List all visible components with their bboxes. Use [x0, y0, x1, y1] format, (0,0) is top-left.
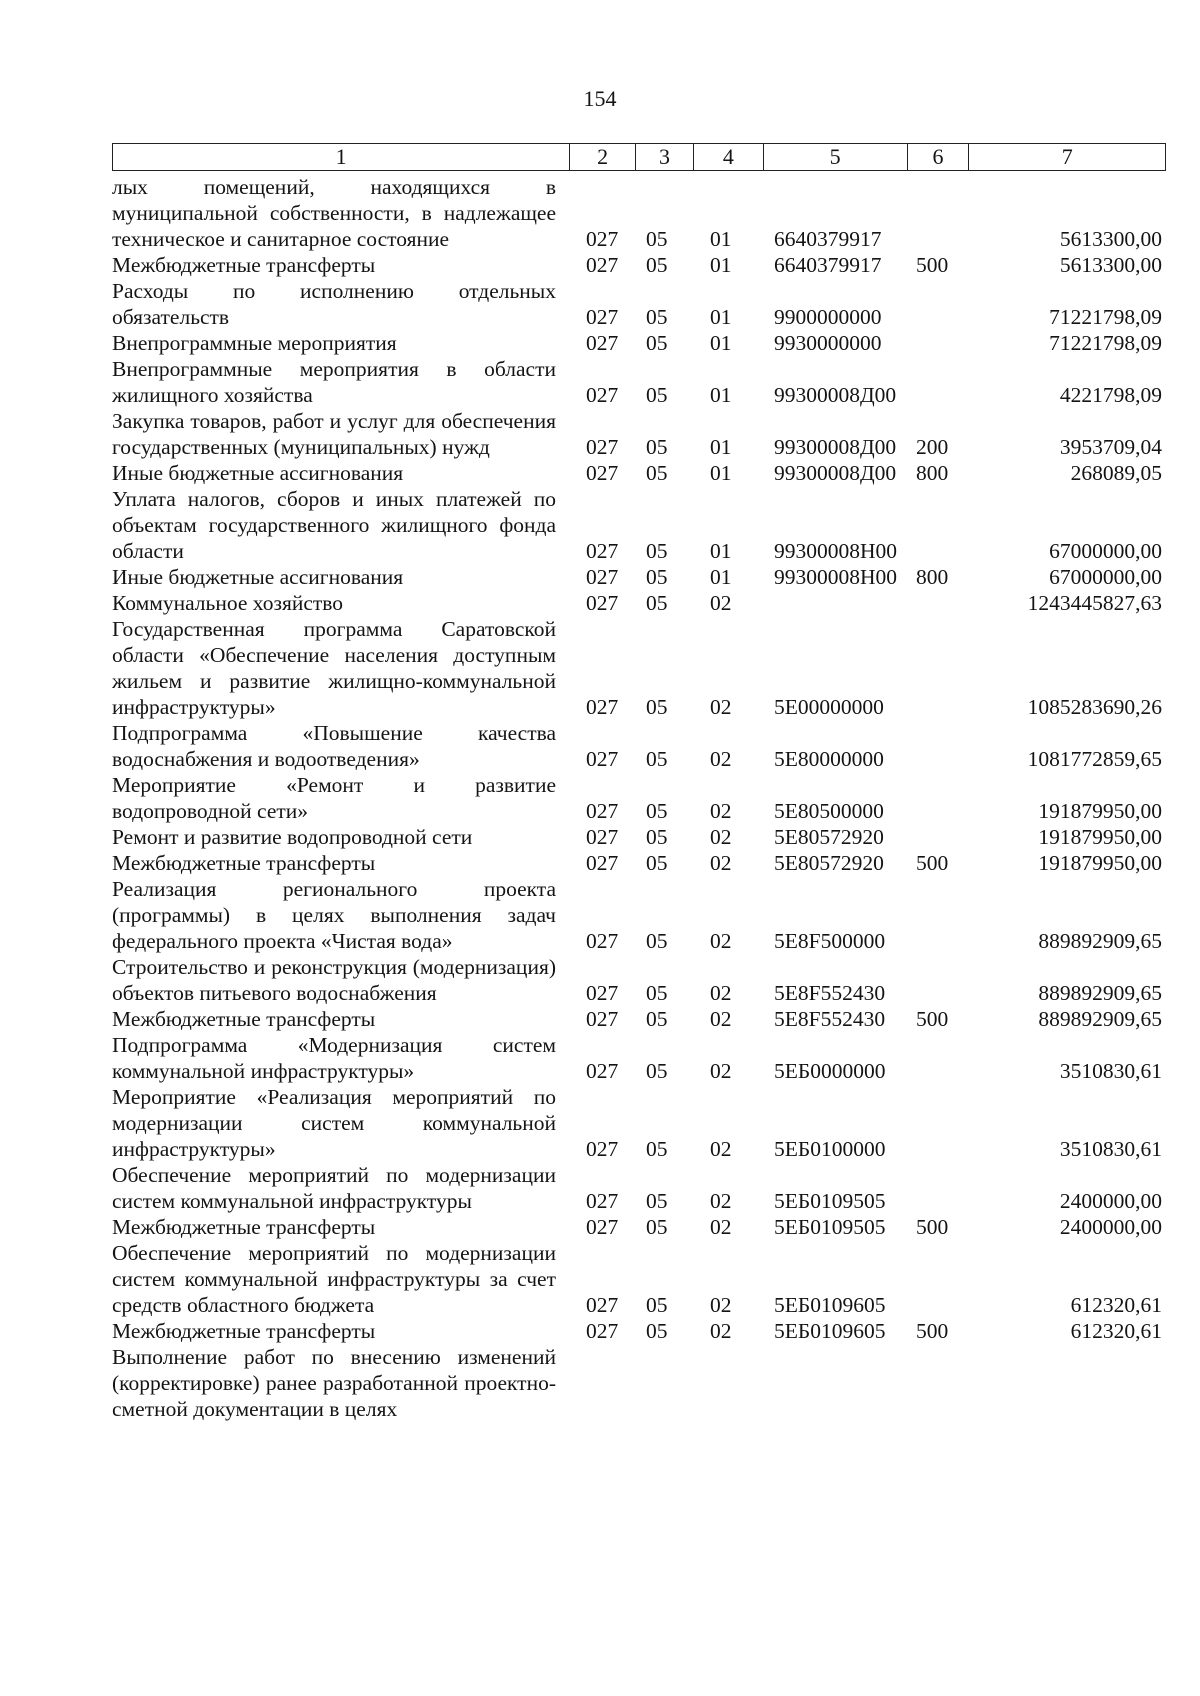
row-amount: 612320,61 — [1070, 1293, 1162, 1317]
table-row — [112, 772, 1166, 824]
row-target-article: 5Е8F552430 — [774, 981, 886, 1005]
row-target-article: 5Е00000000 — [774, 695, 884, 719]
row-name: Межбюджетные трансферты — [112, 851, 376, 875]
row-subsection: 02 — [710, 851, 732, 875]
row-subsection: 02 — [710, 1293, 732, 1317]
row-target-article: 6640379917 — [774, 253, 882, 277]
row-target-article: 5ЕБ0109505 — [774, 1215, 886, 1239]
row-expense-type: 500 — [916, 253, 949, 277]
row-expense-type: 500 — [916, 1007, 949, 1031]
row-expense-type: 200 — [916, 435, 949, 459]
table-row — [112, 824, 1166, 850]
row-target-article: 5ЕБ0109505 — [774, 1189, 886, 1213]
table-row — [112, 616, 1166, 720]
row-expense-type: 800 — [916, 461, 949, 485]
row-name: Строительство и реконструкция (модернизация) объектов питьевого водоснабжения — [112, 955, 556, 1005]
row-section: 05 — [646, 1189, 668, 1213]
page-number: 154 — [583, 86, 617, 111]
row-subsection: 01 — [710, 539, 732, 563]
row-section: 05 — [646, 227, 668, 251]
row-target-article: 5Е80000000 — [774, 747, 884, 771]
row-grbs: 027 — [586, 253, 619, 277]
row-amount: 889892909,65 — [1038, 981, 1162, 1005]
row-grbs: 027 — [586, 1137, 619, 1161]
row-subsection: 02 — [710, 1319, 732, 1343]
row-subsection: 02 — [710, 1189, 732, 1213]
row-subsection: 02 — [710, 1137, 732, 1161]
row-amount: 71221798,09 — [1049, 305, 1162, 329]
row-grbs: 027 — [586, 591, 619, 615]
row-grbs: 027 — [586, 331, 619, 355]
row-target-article: 5Е8F500000 — [774, 929, 886, 953]
row-subsection: 02 — [710, 799, 732, 823]
row-amount: 5613300,00 — [1059, 227, 1162, 251]
row-name: Межбюджетные трансферты — [112, 1319, 376, 1343]
row-name: Закупка товаров, работ и услуг для обеспечения государственных (муниципальных) нужд — [112, 409, 556, 459]
row-target-article: 99300008Д00 — [774, 461, 897, 485]
row-name: Межбюджетные трансферты — [112, 1007, 376, 1031]
row-expense-type: 800 — [916, 565, 949, 589]
row-grbs: 027 — [586, 981, 619, 1005]
row-grbs: 027 — [586, 1189, 619, 1213]
row-section: 05 — [646, 461, 668, 485]
table-row — [112, 460, 1166, 486]
row-section: 05 — [646, 331, 668, 355]
row-name: Подпрограмма «Модернизация систем коммунальной инфраструктуры» — [112, 1033, 556, 1083]
table-row — [112, 1240, 1166, 1318]
row-amount: 1243445827,63 — [1027, 591, 1162, 615]
row-target-article: 5ЕБ0100000 — [774, 1137, 886, 1161]
table-row — [112, 850, 1166, 876]
row-section: 05 — [646, 1293, 668, 1317]
row-target-article: 99300008Д00 — [774, 435, 897, 459]
row-grbs: 027 — [586, 1007, 619, 1031]
column-header-2: 2 — [570, 144, 636, 170]
row-grbs: 027 — [586, 1293, 619, 1317]
row-name: Обеспечение мероприятий по модернизации систем коммунальной инфраструктуры — [112, 1163, 556, 1213]
table-row — [112, 174, 1166, 252]
row-grbs: 027 — [586, 435, 619, 459]
row-grbs: 027 — [586, 851, 619, 875]
row-target-article: 5Е80572920 — [774, 825, 884, 849]
row-name: Мероприятие «Ремонт и развитие водопроводной сети» — [112, 773, 556, 823]
row-grbs: 027 — [586, 929, 619, 953]
row-section: 05 — [646, 825, 668, 849]
row-amount: 612320,61 — [1070, 1319, 1162, 1343]
row-name: Иные бюджетные ассигнования — [112, 565, 404, 589]
row-grbs: 027 — [586, 305, 619, 329]
table-row — [112, 278, 1166, 330]
row-grbs: 027 — [586, 1059, 619, 1083]
column-header-6: 6 — [908, 144, 970, 170]
row-name: Иные бюджетные ассигнования — [112, 461, 404, 485]
row-subsection: 01 — [710, 435, 732, 459]
row-name: Мероприятие «Реализация мероприятий по модернизации систем коммунальной инфраструктуры» — [112, 1085, 556, 1161]
row-section: 05 — [646, 1319, 668, 1343]
row-subsection: 01 — [710, 305, 732, 329]
table-row — [112, 1214, 1166, 1240]
row-grbs: 027 — [586, 461, 619, 485]
table-row — [112, 330, 1166, 356]
row-target-article: 5ЕБ0000000 — [774, 1059, 886, 1083]
table-row — [112, 1162, 1166, 1214]
row-subsection: 01 — [710, 253, 732, 277]
row-target-article: 5Е80572920 — [774, 851, 884, 875]
row-amount: 71221798,09 — [1049, 331, 1162, 355]
row-section: 05 — [646, 253, 668, 277]
row-amount: 889892909,65 — [1038, 929, 1162, 953]
row-section: 05 — [646, 1215, 668, 1239]
row-section: 05 — [646, 591, 668, 615]
row-name: Государственная программа Саратовской области «Обеспечение населения доступным жильем и развитие жилищно-коммунальной инфраструктуры» — [112, 617, 556, 719]
row-section: 05 — [646, 1007, 668, 1031]
row-grbs: 027 — [586, 695, 619, 719]
row-target-article: 99300008Н00 — [774, 565, 898, 589]
table-row — [112, 954, 1166, 1006]
row-name: Уплата налогов, сборов и иных платежей по объектам государственного жилищного фонда области — [112, 487, 556, 563]
row-grbs: 027 — [586, 383, 619, 407]
row-name: Подпрограмма «Повышение качества водоснабжения и водоотведения» — [112, 721, 556, 771]
table-row — [112, 1318, 1166, 1344]
row-target-article: 9900000000 — [774, 305, 882, 329]
row-subsection: 02 — [710, 747, 732, 771]
column-header-7: 7 — [1061, 144, 1073, 169]
row-grbs: 027 — [586, 565, 619, 589]
row-subsection: 02 — [710, 1007, 732, 1031]
row-section: 05 — [646, 305, 668, 329]
row-name: лых помещений, находящихся в муниципальной собственности, в надлежащее техническое и санитарное состояние — [112, 175, 556, 251]
row-subsection: 01 — [710, 383, 732, 407]
row-section: 05 — [646, 383, 668, 407]
row-amount: 191879950,00 — [1038, 851, 1162, 875]
row-grbs: 027 — [586, 1215, 619, 1239]
row-name: Обеспечение мероприятий по модернизации систем коммунальной инфраструктуры за счет средств областного бюджета — [112, 1241, 556, 1317]
row-name: Внепрограммные мероприятия — [112, 331, 397, 355]
row-subsection: 01 — [710, 227, 732, 251]
row-subsection: 02 — [710, 1215, 732, 1239]
table-row — [112, 876, 1166, 954]
row-subsection: 02 — [710, 825, 732, 849]
row-amount: 3953709,04 — [1059, 435, 1162, 459]
column-header-5: 5 — [764, 144, 908, 170]
row-amount: 67000000,00 — [1049, 539, 1162, 563]
row-grbs: 027 — [586, 799, 619, 823]
row-target-article: 5ЕБ0109605 — [774, 1319, 886, 1343]
row-target-article: 6640379917 — [774, 227, 882, 251]
row-amount: 1085283690,26 — [1027, 695, 1162, 719]
row-name: Межбюджетные трансферты — [112, 253, 376, 277]
row-section: 05 — [646, 435, 668, 459]
row-amount: 4221798,09 — [1059, 383, 1162, 407]
row-target-article: 99300008Д00 — [774, 383, 897, 407]
row-amount: 3510830,61 — [1059, 1137, 1162, 1161]
row-amount: 3510830,61 — [1059, 1059, 1162, 1083]
row-amount: 191879950,00 — [1038, 825, 1162, 849]
table-row — [112, 720, 1166, 772]
row-section: 05 — [646, 981, 668, 1005]
table-row — [112, 486, 1166, 564]
row-subsection: 01 — [710, 331, 732, 355]
table-header — [112, 143, 1166, 171]
row-expense-type: 500 — [916, 1319, 949, 1343]
table-row — [112, 564, 1166, 590]
row-target-article: 5ЕБ0109605 — [774, 1293, 886, 1317]
row-name: Коммунальное хозяйство — [112, 591, 344, 615]
row-amount: 1081772859,65 — [1027, 747, 1162, 771]
row-subsection: 01 — [710, 565, 732, 589]
row-name: Ремонт и развитие водопроводной сети — [112, 825, 473, 849]
table-row — [112, 1032, 1166, 1084]
row-name: Расходы по исполнению отдельных обязательств — [112, 279, 556, 329]
row-subsection: 02 — [710, 929, 732, 953]
row-section: 05 — [646, 539, 668, 563]
row-amount: 2400000,00 — [1059, 1189, 1162, 1213]
row-grbs: 027 — [586, 227, 619, 251]
table-row — [112, 252, 1166, 278]
row-section: 05 — [646, 565, 668, 589]
table-row — [112, 1084, 1166, 1162]
row-expense-type: 500 — [916, 851, 949, 875]
row-amount: 2400000,00 — [1059, 1215, 1162, 1239]
row-subsection: 02 — [710, 591, 732, 615]
row-amount: 889892909,65 — [1038, 1007, 1162, 1031]
row-amount: 5613300,00 — [1059, 253, 1162, 277]
row-section: 05 — [646, 799, 668, 823]
row-name: Реализация регионального проекта (программы) в целях выполнения задач федерального проекта «Чистая вода» — [112, 877, 556, 953]
row-grbs: 027 — [586, 1319, 619, 1343]
row-amount: 67000000,00 — [1049, 565, 1162, 589]
row-section: 05 — [646, 1059, 668, 1083]
table-row — [112, 1006, 1166, 1032]
row-amount: 191879950,00 — [1038, 799, 1162, 823]
row-section: 05 — [646, 747, 668, 771]
table-row — [112, 590, 1166, 616]
budget-table — [112, 143, 1166, 1422]
row-grbs: 027 — [586, 747, 619, 771]
table-row — [112, 1344, 1166, 1422]
row-target-article: 5Е80500000 — [774, 799, 884, 823]
table-body — [112, 174, 1166, 1422]
row-name: Межбюджетные трансферты — [112, 1215, 376, 1239]
row-grbs: 027 — [586, 825, 619, 849]
row-target-article: 9930000000 — [774, 331, 882, 355]
column-header-1: 1 — [113, 144, 570, 170]
row-name: Внепрограммные мероприятия в области жилищного хозяйства — [112, 357, 556, 407]
row-target-article: 5Е8F552430 — [774, 1007, 886, 1031]
row-name: Выполнение работ по внесению изменений (корректировке) ранее разработанной проектно-сметной документации в целях — [112, 1345, 556, 1421]
row-subsection: 02 — [710, 981, 732, 1005]
row-target-article: 99300008Н00 — [774, 539, 898, 563]
row-subsection: 02 — [710, 1059, 732, 1083]
row-expense-type: 500 — [916, 1215, 949, 1239]
row-section: 05 — [646, 695, 668, 719]
column-header-3: 3 — [636, 144, 694, 170]
row-amount: 268089,05 — [1070, 461, 1162, 485]
table-row — [112, 408, 1166, 460]
row-section: 05 — [646, 1137, 668, 1161]
row-grbs: 027 — [586, 539, 619, 563]
row-section: 05 — [646, 851, 668, 875]
table-row — [112, 356, 1166, 408]
row-section: 05 — [646, 929, 668, 953]
row-subsection: 02 — [710, 695, 732, 719]
column-header-4: 4 — [694, 144, 764, 170]
row-subsection: 01 — [710, 461, 732, 485]
